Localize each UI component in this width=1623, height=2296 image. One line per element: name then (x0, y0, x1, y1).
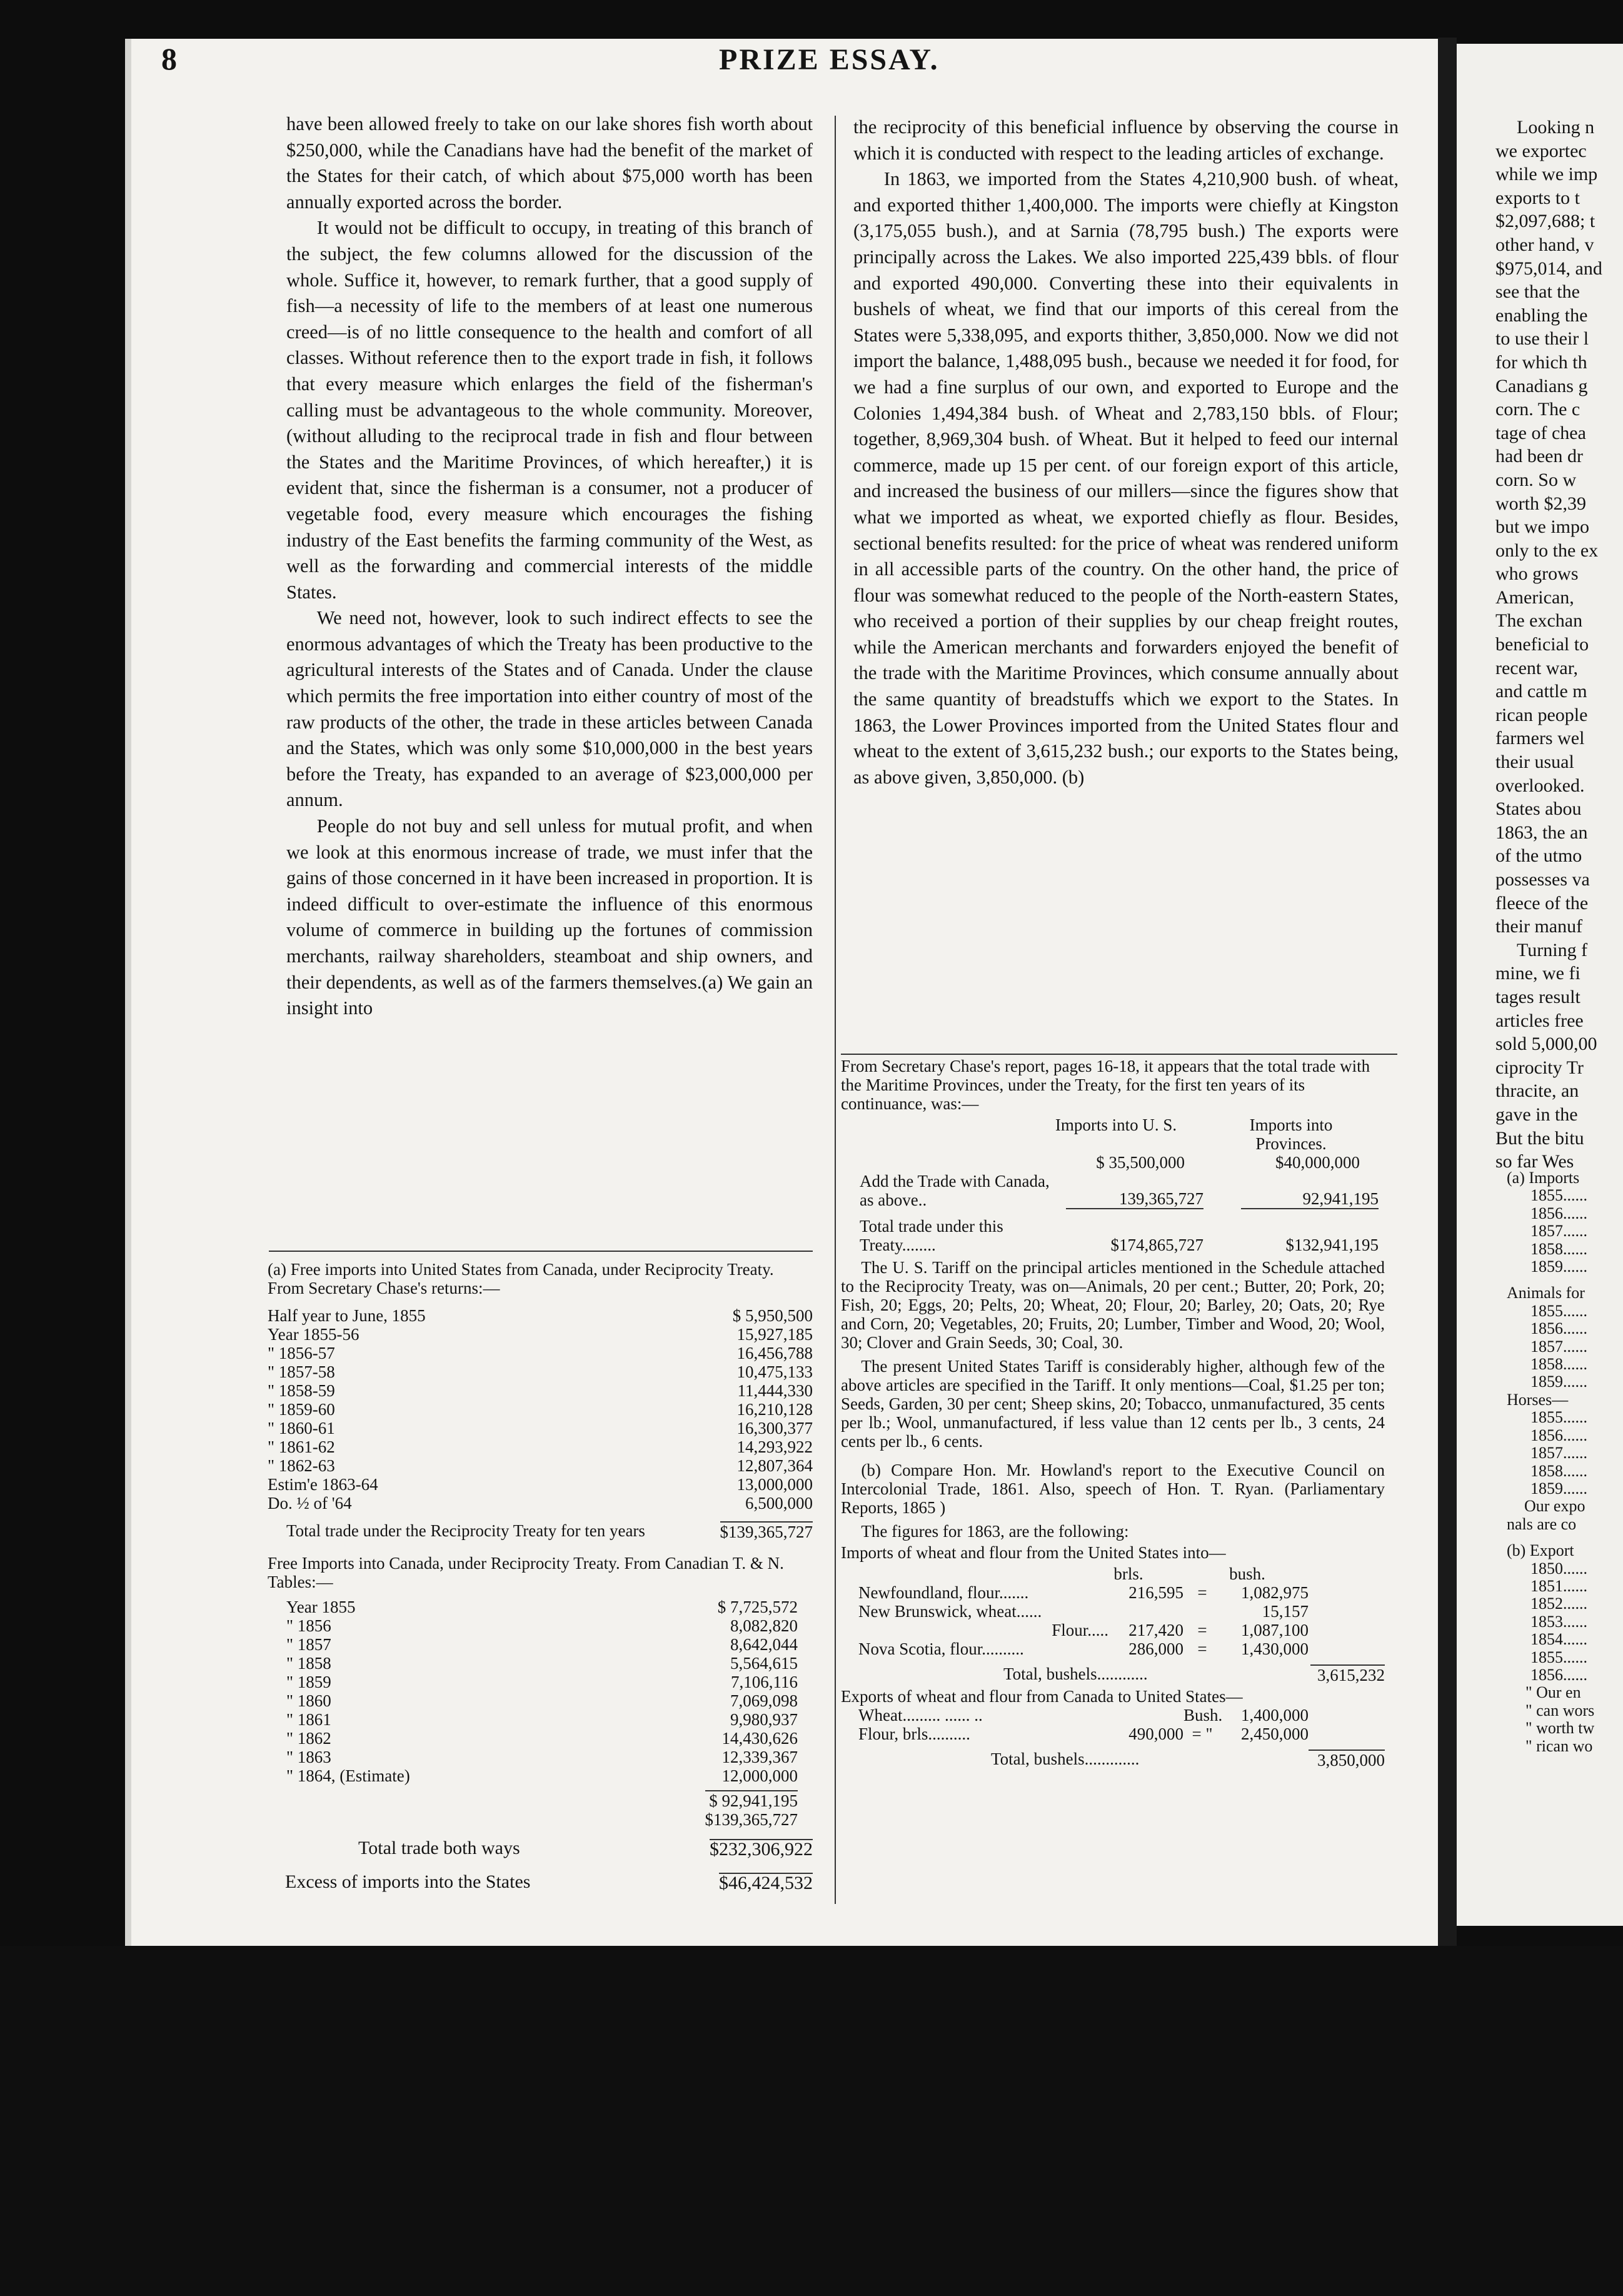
sums: $ 92,941,195 $139,365,727 (705, 1791, 798, 1829)
paragraph: People do not buy and sell unless for mutual profit, and when we look at this enormous increase of trade, we must infer that the gains of those concerned in it have been increased in proportion. It is indeed difficult to over-estimate the influence of this enormous volume of commerce in building up the fortunes of commission merchants, railway shareholders, steamboat and ship owners, and their dependents, as well as of the farmers themselves.(a) We gain an insight into (286, 815, 813, 1019)
table-row: New Brunswick, wheat...... 15,157 (858, 1602, 1309, 1621)
table-row: Flour, brls.......... 490,000 = " 2,450,000 (858, 1725, 1309, 1743)
table-row: Nova Scotia, flour.......... 286,000 = 1,430,000 (858, 1639, 1309, 1658)
excess-row: Excess of imports into the States $46,424,532 (285, 1873, 813, 1893)
paragraph: In 1863, we imported from the States 4,210,900 bush. of wheat, and exported thither 1,400,000. The imports were chiefly at Kingston (3,175,055 bush.), and at Sarnia (78,795 bush.) The exports were principally across the Lakes. We also imported 225,439 bbls. of flour and exported 490,000. Converting these into their equivalents in bushels of wheat, we find that our imports of this cereal from the States were 5,338,095, and exports thither, 3,850,000. Now we did not import the balance, 1,488,095 bush., because we needed it for food, for we had a fine surplus of our own, and exported to Europe and the Colonies 1,494,384 bush. of Wheat and 2,783,150 bbls. of Flour; together, 8,969,304 bush. of Wheat. But it helped to feed our internal commerce, made up 15 per cent. of our foreign export of this article, and increased the business of our millers—since the figures show that what we imported as wheat, we exported chiefly as flour. Besides, sectional benefits resulted: for the price of wheat was rendered uniform in all accessible parts of the country. On the other hand, the price of flour was somewhat reduced to the people of the North-eastern States, who received a portion of their supplies by our cheap freight routes, while the American merchants and forwarders enjoyed the benefit of the trade with the Maritime Provinces, which consume annually about the same quantity of breadstuffs which we export to the States. In 1863, the Lower Provinces imported from the United States flour and wheat to the extent of 3,615,232 bush.; our exports to the States being, as above given, 3,850,000. (b) (853, 168, 1399, 788)
column-1-body (286, 111, 813, 1022)
paragraph: We need not, however, look to such indirect effects to see the enormous advantages of which the Treaty has been productive to the agricultural interests of the States and of Canada. Under the clause which permits the free importation into either country of most of the raw products of the other, the trade in these articles between Canada and the States, which was only some $10,000,000 in the best years before the Treaty, has expanded to an average of $23,000,000 per annum. (286, 607, 813, 811)
imports-header: brls. bush. (1113, 1564, 1265, 1583)
footnote-b: (b) Compare Hon. Mr. Howland's report to the Executive Council on Intercolonial Trade, 1861. Also, speech of Hon. T. Ryan. (Parliamentary Reports, 1865 ) (841, 1461, 1385, 1517)
table-row: " 1864, (Estimate) 12,000,000 (286, 1766, 798, 1785)
table-row: Do. ½ of '64 6,500,000 (268, 1494, 813, 1513)
table-row: Estim'e 1863-64 13,000,000 (268, 1475, 813, 1494)
book-spine (1438, 38, 1457, 1957)
table-row: " 1860 7,069,098 (286, 1691, 798, 1710)
table-row: " 1861-62 14,293,922 (268, 1438, 813, 1456)
figures-intro: The figures for 1863, are the following: (861, 1522, 1129, 1541)
facing-page-footnotes: (a) Imports 1855...... 1856...... 1857...... 1858...... 1859...... Animals for 1855...... 1856...... 1857...... 1858...... 1859...... Horses— 1855...... 1856...... 1857...... 1858...... 1859...... Our expo nals are co (b) Export 1850...... 1851...... 1852...... 1853...... 1854...... 1855...... 1856...... " Our en " can wors " worth tw " rican wo (1507, 1169, 1595, 1755)
table-row: " 1858 5,564,615 (286, 1654, 798, 1673)
footnote-rule (269, 1251, 813, 1252)
trade-header-row: Imports into U. S. Imports into Provinces. (1055, 1115, 1333, 1153)
footnotes-col2 (841, 1057, 1385, 1770)
paragraph: the reciprocity of this beneficial influence by observing the course in which it is conducted with respect to the leading articles of exchange. (853, 116, 1399, 164)
tariff-note: The U. S. Tariff on the principal articles mentioned in the Schedule attached to the Reciprocity Treaty, was on—Animals, 20 per cent.; Butter, 20; Pork, 20; Fish, 20; Eggs, 20; Pelts, 20; Wheat, 20; Flour, 20; Barley, 20; Oats, 20; Rye and Corn, 20; Vegetables, 20; Fruits, 20; Lumber, Timber and Wood, 20; Wool, 30; Clover and Grain Seeds, 30; Coal, 30. (841, 1258, 1385, 1352)
page-number: 8 (161, 41, 177, 76)
chase-note: From Secretary Chase's report, pages 16-18, it appears that the total trade with the Maritime Provinces, under the Treaty, for the first ten years of its continuance, was:— (841, 1057, 1370, 1113)
table-row: " 1863 12,339,367 (286, 1748, 798, 1766)
total-row: Total trade under the Reciprocity Treaty for ten years $139,365,727 (286, 1521, 813, 1541)
table-row: " 1862-63 12,807,364 (268, 1456, 813, 1475)
total-both-row: Total trade both ways $232,306,922 (358, 1839, 813, 1860)
table-row: " 1857-58 10,475,133 (268, 1362, 813, 1381)
table-row: " 1860-61 16,300,377 (268, 1419, 813, 1438)
column-rule (835, 116, 836, 1904)
trade-row: Add the Trade with Canada, as above.. 139,365,727 92,941,195 (860, 1172, 1379, 1209)
trade-total-row: Total trade under this Treaty........ $174,865,727 $132,941,195 (860, 1217, 1379, 1254)
table-row: Newfoundland, flour....... 216,595 = 1,082,975 (858, 1583, 1309, 1602)
exports-title: Exports of wheat and flour from Canada to United States— (841, 1687, 1243, 1706)
table-row: " 1861 9,980,937 (286, 1710, 798, 1729)
table-row: Flour..... 217,420 = 1,087,100 (1052, 1621, 1309, 1639)
imports-total-row: Total, bushels............ 3,615,232 (1003, 1664, 1385, 1684)
tariff-note: The present United States Tariff is considerably higher, although few of the above articles are specified in the Tariff. It only mentions—Coal, $1.25 per ton; Seeds, Garden, 30 per cent; Sheep skins, 20; Tobacco, unmanufactured, 35 cents per lb.; Wool, unmanufactured, if less value than 12 cents per lb., 3 cents, 24 cents per lb., 6 cents. (841, 1357, 1385, 1451)
imports-title: Imports of wheat and flour from the United States into— (841, 1543, 1226, 1562)
footnote-rule (841, 1054, 1397, 1055)
running-title: PRIZE ESSAY. (719, 43, 940, 76)
footnote-intro: (a) Free imports into United States from Canada, under Reciprocity Treaty. From Secretary Chase's returns:— (268, 1260, 774, 1297)
table-row: " 1856 8,082,820 (286, 1616, 798, 1635)
table-row: " 1856-57 16,456,788 (268, 1344, 813, 1362)
scan-background (0, 1946, 1623, 2296)
paragraph: have been allowed freely to take on our lake shores fish worth about $250,000, while the Canadians have had the benefit of the market of the States for their catch, of which about $75,000 worth has been annually exported across the border. (286, 113, 813, 213)
table-row: " 1857 8,642,044 (286, 1635, 798, 1654)
us-imports-table (268, 1306, 813, 1513)
facing-page-text: Looking n we exportec while we imp exports to t $2,097,688; t other hand, v $975,014, and see that the enabling the to use their l for which th Canadians g corn. The c tage of chea had been dr corn. So w worth $2,39 but we impo only to the ex who grows American, The exchan beneficial to recent war, and cattle m rican people farmers wel their usual overlooked. States abou 1863, the an of the utmo possesses va fleece of the their manuf Turning f mine, we fi tages result articles free sold 5,000,00 ciprocity Tr thracite, an gave in the But the bitu so far Wes (1495, 117, 1602, 1172)
table-row: " 1859 7,106,116 (286, 1673, 798, 1691)
table-row: " 1858-59 11,444,330 (268, 1381, 813, 1400)
table-row: Year 1855-56 15,927,185 (268, 1325, 813, 1344)
column-2-body (853, 114, 1399, 790)
table-row: Year 1855 $ 7,725,572 (286, 1598, 798, 1616)
canada-imports-table (268, 1598, 813, 1785)
paragraph: It would not be difficult to occupy, in treating of this branch of the subject, the few columns allowed for the discussion of the whole. Suffice it, however, to remark further, that a good supply of fish—a necessity of life to the members of at least one numerous creed—is of no little consequence to the health and comfort of all classes. Without reference then to the export trade in fish, it follows that every measure which enlarges the field of the fisherman's calling must be advantageous to the whole community. Moreover, (without alluding to the reciprocal trade in fish and flour between the States and the Maritime Provinces, of which hereafter,) it is evident that, since the fisherman is a consumer, not a producer of vegetable food, every measure which encourages the fishing industry of the East benefits the farming community of the West, as well as the forwarding and commercial interests of the middle States. (286, 217, 813, 603)
table-row: Wheat......... ...... .. Bush. 1,400,000 (858, 1706, 1309, 1725)
table-row: " 1862 14,430,626 (286, 1729, 798, 1748)
canada-intro: Free Imports into Canada, under Reciprocity Treaty. From Canadian T. & N. Tables:— (268, 1554, 784, 1591)
trade-row: $ 35,500,000 $40,000,000 (1096, 1153, 1360, 1172)
exports-total-row: Total, bushels............. 3,850,000 (991, 1750, 1385, 1770)
table-row: Half year to June, 1855 $ 5,950,500 (268, 1306, 813, 1325)
footnote-a (268, 1260, 813, 1893)
table-row: " 1859-60 16,210,128 (268, 1400, 813, 1419)
